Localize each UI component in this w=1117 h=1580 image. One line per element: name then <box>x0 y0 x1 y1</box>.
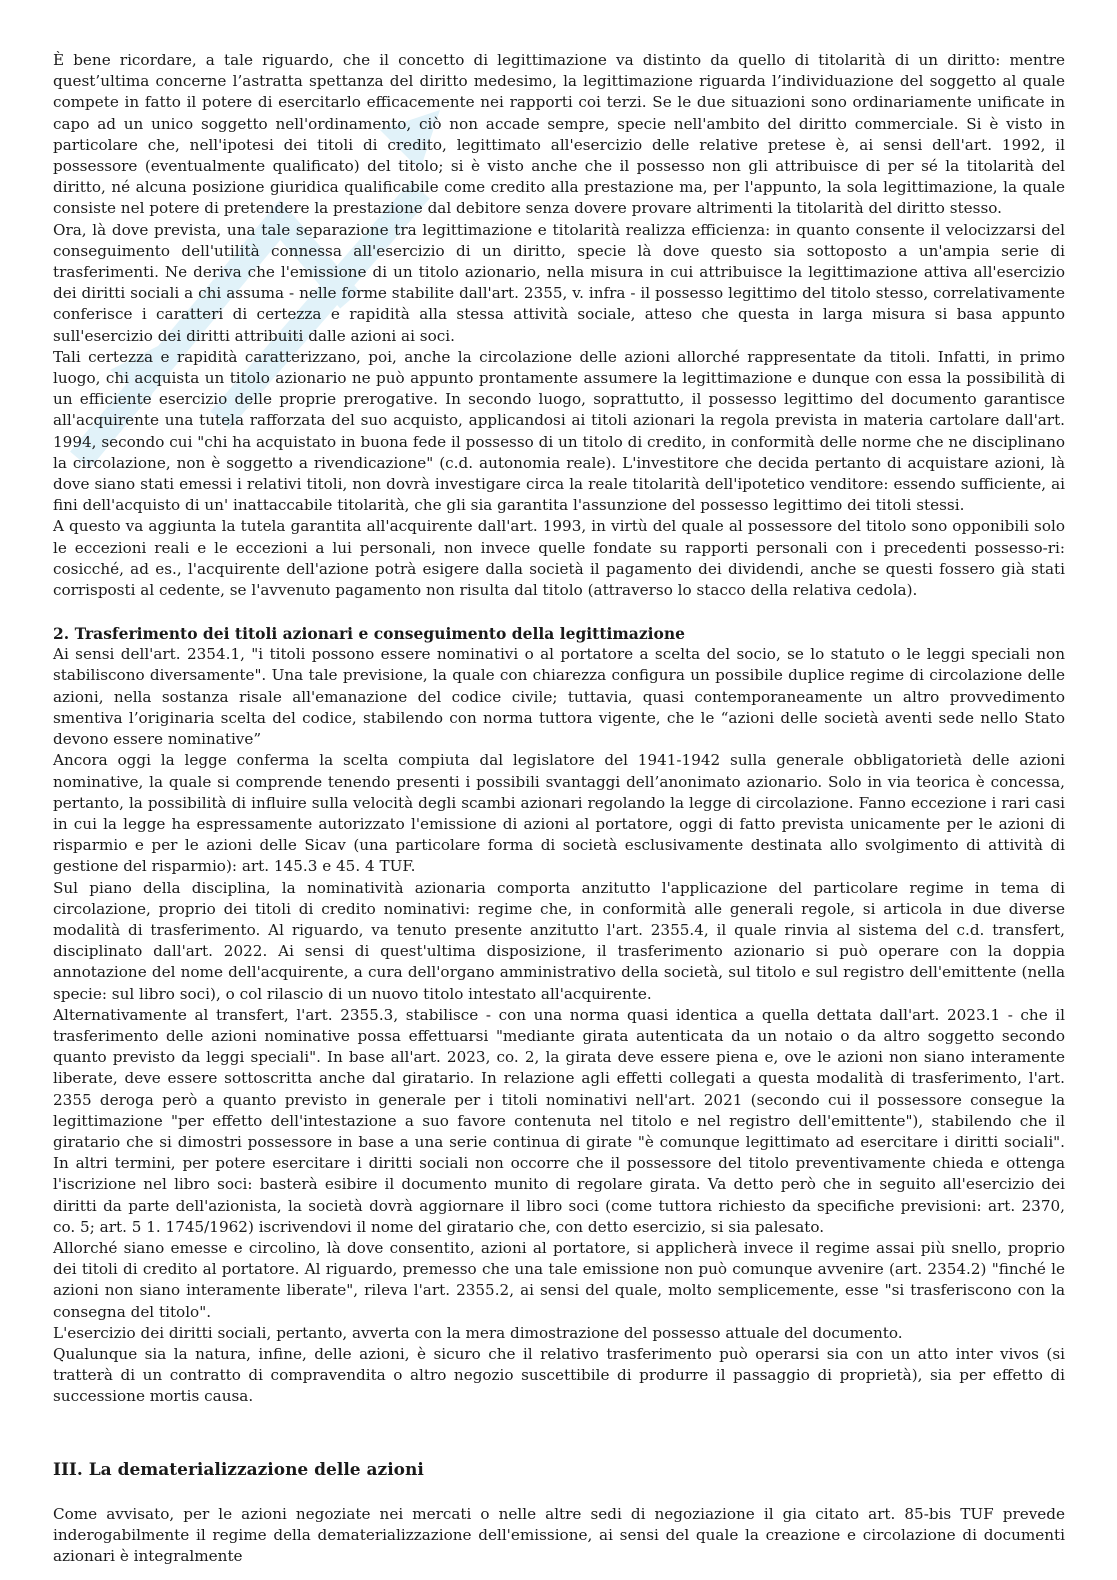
section-2-heading: 2. Trasferimento dei titoli azionari e conseguimento della legittimazione <box>53 624 685 644</box>
paragraph: A questo va aggiunta la tutela garantita all'acquirente dall'art. 1993, in virtù del quale al possessore del titolo sono opponibili solo le eccezioni reali e le eccezioni a lui personali, non invece quelle fondate su rapporti personali con i precedenti possesso-ri: cosicché, ad es., l'acquirente dell'azione potrà esigere dalla società il pagamento dei dividendi, anche se questi fossero già stati corrisposti al cedente, se l'avvenuto pagamento non risulta dal titolo (attraverso lo stacco della relativa cedola). <box>53 517 1065 600</box>
paragraph: È bene ricordare, a tale riguardo, che il concetto di legittimazione va distinto da quello di titolarità di un diritto: mentre quest’ultima concerne l’astratta spettanza del diritto medesimo, la legittimazione riguarda l’individuazione del soggetto al quale compete in fatto il potere di esercitarlo efficacemente nei rapporti coi terzi. Se le due situazioni sono ordinariamente unificate in capo ad un unico soggetto nell'ordinamento, ciò non accade sempre, specie nell'ambito del diritto commerciale. Si è visto in particolare che, nell'ipotesi dei titoli di credito, legittimato all'esercizio delle relative pretese è, ai sensi dell'art. 1992, il possessore (eventualmente qualificato) del titolo; si è visto anche che il possesso non gli attribuisce di per sé la titolarità del diritto, né alcuna posizione giuridica qualificabile come credito alla prestazione ma, per l'appunto, la sola legittimazione, la quale consiste nel potere di pretendere la prestazione dal debitore senza dovere provare altrimenti la titolarità del diritto stesso. <box>53 51 1065 218</box>
paragraph: Ora, là dove prevista, una tale separazione tra legittimazione e titolarità realizza efficienza: in quanto consente il velocizzarsi del conseguimento dell'utilità connessa all'esercizio di un diritto, specie là dove questo sia sottoposto a un'ampia serie di trasferimenti. Ne deriva che l'emissione di un titolo azionario, nella misura in cui attribuisce la legittimazione attiva all'esercizio dei diritti sociali a chi assuma - nelle forme stabilite dall'art. 2355, v. infra - il possesso legittimo del titolo stesso, correlativamente conferisce i caratteri di certezza e rapidità alla stessa attività sociale, atteso che questa in larga misura si basa appunto sull'esercizio dei diritti attribuiti dalle azioni ai soci. <box>53 220 1065 345</box>
paragraph: Ai sensi dell'art. 2354.1, "i titoli possono essere nominativi o al portatore a scelta del socio, se lo statuto o le leggi speciali non stabiliscono diversamente". Una tale previsione, la quale con chiarezza configura un possibile duplice regime di circolazione delle azioni, nella sostanza risale all'emanazione del codice civile; tuttavia, quasi contemporaneamente un altro provvedimento smentiva l’originaria scelta del codice, stabilendo con norma tuttora vigente, che le “azioni delle società aventi sede nello Stato devono essere nominative” <box>53 645 1065 749</box>
paragraph: Tali certezza e rapidità caratterizzano, poi, anche la circolazione delle azioni allorché rappresentate da titoli. Infatti, in primo luogo, chi acquista un titolo azionario ne può appunto prontamente assumere la legittimazione e dunque con essa la possibilità di un efficiente esercizio delle proprie prerogative. In secondo luogo, soprattutto, il possesso legittimo del documento garantisce all'acquirente una tutela rafforzata del suo acquisto, applicandosi ai titoli azionari la regola prevista in materia cartolare dall'art. 1994, secondo cui "chi ha acquistato in buona fede il possesso di un titolo di credito, in conformità delle norme che ne disciplinano la circolazione, non è soggetto a rivendicazione" (c.d. autonomia reale). L'investitore che decida pertanto di acquistare azioni, là dove siano stati emessi i relativi titoli, non dovrà investigare circa la reale titolarità dell'ipotetico venditore: essendo sufficiente, ai fini dell'acquisto di un' inattaccabile titolarità, che gli sia garantita l'assunzione del possesso legittimo dei titoli stessi. <box>53 347 1065 515</box>
paragraph: Alternativamente al transfert, l'art. 2355.3, stabilisce - con una norma quasi identica a quella dettata dall'art. 2023.1 - che il trasferimento delle azioni nominative possa effettuarsi "mediante girata autenticata da un notaio o da altro soggetto secondo quanto previsto da leggi speciali". In base all'art. 2023, co. 2, la girata deve essere piena e, ove le azioni non siano interamente liberate, deve essere sottoscritta anche dal giratario. In relazione agli effetti collegati a questa modalità di trasferimento, l'art. 2355 deroga però a quanto previsto in generale per i titoli nominativi nell'art. 2021 (secondo cui il possessore consegue la legittimazione "per effetto dell'intestazione a suo favore contenuta nel titolo e nel registro dell'emittente"), stabilendo che il giratario che si dimostri possessore in base a una serie continua di girate "è comunque legittimato ad esercitare i diritti sociali". In altri termini, per potere esercitare i diritti sociali non occorre che il possessore del titolo preventivamente chieda e ottenga l'iscrizione nel libro soci: basterà esibire il documento munito di regolare girata. Va detto però che in seguito all'esercizio dei diritti da parte dell'azionista, la società dovrà aggiornare il libro soci (come tuttora richiesto da specifiche previsioni: art. 2370, co. 5; art. 5 1. 1745/1962) iscrivendovi il nome del giratario che, con detto esercizio, si sia palesato. <box>53 1005 1065 1236</box>
paragraph: Come avvisato, per le azioni negoziate nei mercati o nelle altre sedi di negoziazione il gia citato art. 85-bis TUF prevede inderogabilmente il regime della dematerializzazione dell'emissione, ai sensi del quale la creazione e circolazione di documenti azionari è integralmente <box>53 1504 1065 1565</box>
paragraph: Sul piano della disciplina, la nominatività azionaria comporta anzitutto l'applicazione del particolare regime in tema di circolazione, proprio dei titoli di credito nominativi: regime che, in conformità alle generali regole, si articola in due diverse modalità di trasferimento. Al riguardo, va tenuto presente anzitutto l'art. 2355.4, il quale rinvia al sistema del c.d. transfert, disciplinato dall'art. 2022. Ai sensi di quest'ultima disposizione, il trasferimento azionario si può operare con la doppia annotazione del nome dell'acquirente, a cura dell'organo amministrativo della società, sul titolo e sul registro dell'emittente (nella specie: sul libro soci), o col rilascio di un nuovo titolo intestato all'acquirente. <box>53 878 1065 1003</box>
section-2-body <box>53 644 1065 1407</box>
section-3-body <box>53 1504 1065 1568</box>
paragraph: Qualunque sia la natura, infine, delle azioni, è sicuro che il relativo trasferimento può operarsi sia con un atto inter vivos (si tratterà di un contratto di compravendita o altro negozio suscettibile di produrre il passaggio di proprietà), sia per effetto di successione mortis causa. <box>53 1344 1065 1406</box>
paragraph: L'esercizio dei diritti sociali, pertanto, avverta con la mera dimostrazione del possesso attuale del documento. <box>53 1323 903 1342</box>
paragraph: Allorché siano emesse e circolino, là dove consentito, azioni al portatore, si applicherà invece il regime assai più snello, proprio dei titoli di credito al portatore. Al riguardo, premesso che una tale emissione non può comunque avvenire (art. 2354.2) "finché le azioni non siano interamente liberate", rileva l'art. 2355.2, ai sensi del quale, molto semplicemente, esse "si trasferiscono con la consegna del titolo". <box>53 1238 1065 1321</box>
document-page <box>53 50 1065 1567</box>
section-3-heading: III. La dematerializzazione delle azioni <box>53 1459 424 1480</box>
paragraph: Ancora oggi la legge conferma la scelta compiuta dal legislatore del 1941-1942 sulla generale obbligatorietà delle azioni nominative, la quale si comprende tenendo presenti i possibili svantaggi dell’anonimato azionario. Solo in via teorica è concessa, pertanto, la possibilità di influire sulla velocità degli scambi azionari regolando la legge di circolazione. Fanno eccezione i rari casi in cui la legge ha espressamente autorizzato l'emissione di azioni al portatore, oggi di fatto prevista unicamente per le azioni di risparmio e per le azioni delle Sicav (una particolare forma di società esclusivamente destinata allo svolgimento di attività di gestione del risparmio): art. 145.3 e 45. 4 TUF. <box>53 751 1065 876</box>
section-1-body <box>53 50 1065 601</box>
